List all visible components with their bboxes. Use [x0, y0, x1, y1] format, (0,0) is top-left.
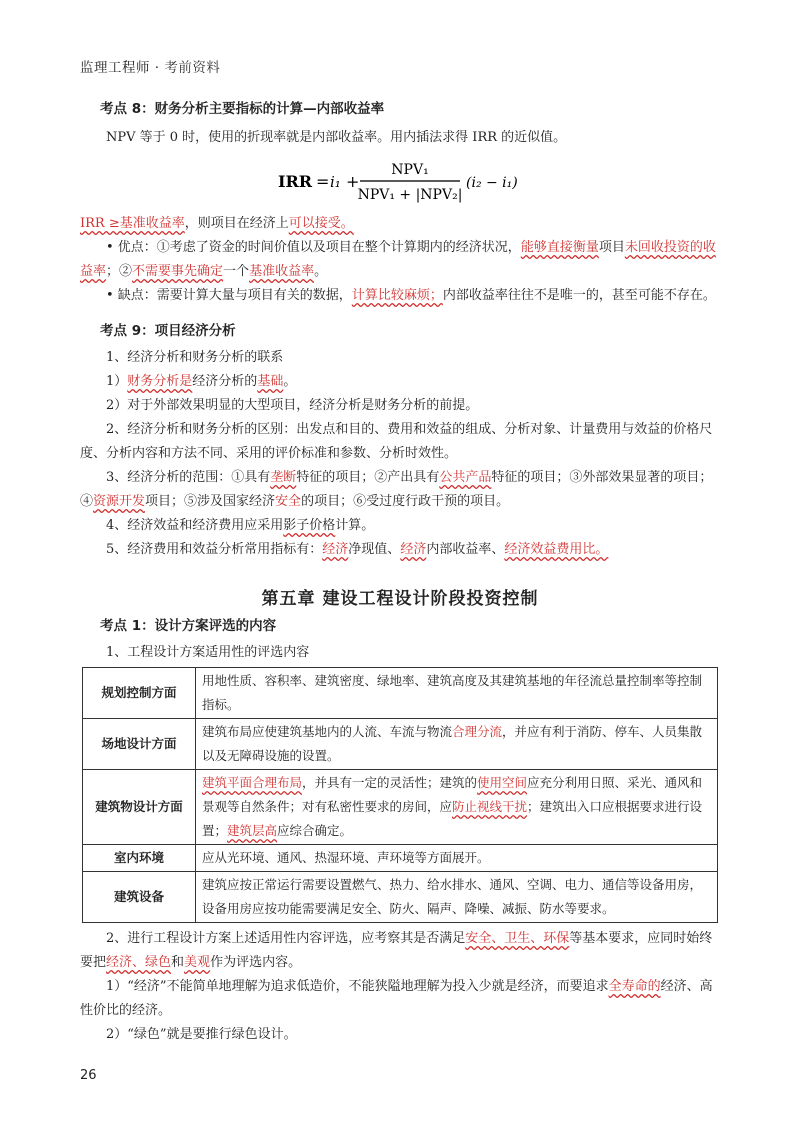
row3-height: 建筑层高 [227, 823, 278, 838]
sec9-l5-security: 安全 [275, 494, 302, 509]
sec1-l2-a: 2、进行工程设计方案上述适用性内容评选，应考察其是否满足 [106, 931, 466, 946]
table-cell-category: 规划控制方面 [83, 668, 196, 719]
table-cell-content: 建筑应按正常运行需要设置燃气、热力、给水排水、通风、空调、电力、通信等设备用房，设备用房应按功能需要满足安全、防火、隔声、降噪、减振、防水等要求。 [196, 872, 718, 923]
cons-text-c: 内部收益率往往不是唯一的，甚至可能不存在。 [442, 288, 716, 303]
section-8-pros [80, 236, 720, 284]
sec9-l2-c: 经济分析的 [192, 374, 258, 389]
rule-accept: 可以接受。 [288, 216, 354, 231]
irr-formula [80, 152, 720, 210]
sec9-line-3: 2）对于外部效果明显的大型项目，经济分析是财务分析的前提。 [106, 398, 479, 413]
table-cell-content [196, 770, 718, 845]
rule-irr: IRR ≥基准收益率 [80, 216, 185, 231]
section-8-intro: NPV 等于 0 时，使用的折现率就是内部收益率。用内插法求得 IRR 的近似值。 [106, 130, 567, 145]
sec9-l7-econ1: 经济 [322, 542, 349, 557]
sec9-l5-resource: 资源开发 [93, 494, 146, 509]
section-1-heading: 考点 1：设计方案评选的内容 [100, 618, 277, 634]
row3-d: 应充分利用日照、采光、通风和景观等自然条件；对有私密性要求的房间，应 [202, 775, 703, 814]
sec1-l2-econ-green: 经济、绿色 [106, 955, 172, 970]
page-body [80, 98, 720, 1047]
formula-tail: (i₂ − i₁) [466, 175, 518, 191]
sec9-l5-g: 项目；⑤涉及国家经济 [145, 494, 276, 509]
pros-text-c: 项目 [598, 240, 625, 255]
page-number: 26 [80, 1068, 97, 1083]
table-cell-content: 应从光环境、通风、热湿环境、声环境等方面展开。 [196, 845, 718, 872]
section-9-heading: 考点 9：项目经济分析 [100, 323, 236, 339]
table-row [83, 719, 718, 770]
sec1-l3-a: 1）“经济”不能简单地理解为追求低造价，不能狭隘地理解为投入少就是经济，而要追求 [106, 979, 609, 994]
row3-b: ，并具有一定的灵活性；建筑的 [302, 775, 478, 790]
section-8-rule [80, 212, 720, 236]
pros-unrecovered: 未回收投资的收益率 [80, 240, 716, 279]
row3-layout: 建筑平面合理布局 [202, 775, 303, 790]
sec9-line-7 [80, 538, 720, 562]
sec1-line-2 [80, 927, 720, 975]
table-cell-content [196, 719, 718, 770]
suitability-table [82, 667, 718, 923]
sec9-line-2 [80, 370, 720, 394]
sec9-l5-c: 特征的项目；②产出具有 [296, 470, 440, 485]
sec1-l2-c: 等基本要求，应同时始终要把 [80, 931, 713, 970]
sec1-line-4: 2）“绿色”就是要推行绿色设计。 [106, 1027, 297, 1042]
sec9-line-1: 1、经济分析和财务分析的联系 [106, 350, 284, 365]
header-dot: · [154, 60, 160, 76]
sec9-l5-i: 的项目；⑥受过度行政干预的项目。 [301, 494, 510, 509]
rule-mid: ，则项目在经济上 [184, 216, 289, 231]
sec1-line-1: 1、工程设计方案适用性的评选内容 [106, 645, 310, 660]
sec9-l7-econ2: 经济 [400, 542, 427, 557]
chapter-title: 第五章 建设工程设计阶段投资控制 [261, 589, 539, 609]
sec9-l7-e: 内部收益率、 [426, 542, 505, 557]
table-row [83, 770, 718, 845]
pros-text-e: ；② [106, 264, 133, 279]
formula-plus: + [346, 172, 360, 191]
irr-formula-svg [270, 152, 530, 210]
sec9-l5-public: 公共产品 [439, 470, 492, 485]
cons-troublesome: 计算比较麻烦； [351, 288, 443, 303]
sec9-line-4: 2、经济分析和财务分析的区别：出发点和目的、费用和效益的组成、分析对象、计量费用与效益的价格尺度、分析内容和方法不同、采用的评价标准和参数、分析时效性。 [80, 422, 713, 461]
sec9-l2-a: 1） [106, 374, 128, 389]
pros-text-i: 。 [314, 264, 328, 279]
row3-h: 应综合确定。 [277, 823, 353, 838]
pros-benchmark: 基准收益率 [249, 264, 315, 279]
header-subtitle: 考前资料 [164, 60, 221, 76]
table-cell-content: 用地性质、容积率、建筑密度、绿地率、建筑高度及其建筑基地的年径流总量控制率等控制指标。 [196, 668, 718, 719]
sec9-l2-basis: 基础 [257, 374, 284, 389]
sec9-l6-a: 4、经济效益和经济费用应采用 [106, 518, 284, 533]
sec1-l2-g: 作为评选内容。 [210, 955, 302, 970]
section-8-heading: 考点 8：财务分析主要指标的计算—内部收益率 [100, 101, 385, 117]
table-cell-category: 建筑物设计方面 [83, 770, 196, 845]
pros-text-a: • 优点：①考虑了资金的时间价值以及项目在整个计算期内的经济状况， [106, 240, 521, 255]
sec1-l2-safety: 安全、卫生、环保 [465, 931, 570, 946]
sec9-l6-c: 计算。 [335, 518, 375, 533]
pros-direct: 能够直接衡量 [520, 240, 599, 255]
sec9-line-5 [80, 466, 720, 514]
table-row [83, 668, 718, 719]
section-8-cons [80, 284, 720, 308]
table-row [83, 872, 718, 923]
sec9-line-6 [80, 514, 720, 538]
table-row [83, 845, 718, 872]
cons-text-a: • 缺点：需要计算大量与项目有关的数据， [106, 288, 352, 303]
formula-equals: = [316, 172, 330, 191]
pros-no-need: 不需要事先确定 [132, 264, 224, 279]
table-cell-category: 场地设计方面 [83, 719, 196, 770]
row2-a: 建筑布局应使建筑基地内的人流、车流与物流 [202, 724, 453, 739]
sec1-line-3 [80, 975, 720, 1023]
sec1-l3-lifecycle: 全寿命的 [608, 979, 661, 994]
sec1-l3-c: 经济、高性价比的经济。 [80, 979, 713, 1018]
row3-f: ；建筑出入口应根据要求进行设置； [202, 799, 703, 838]
row3-space: 使用空间 [477, 775, 528, 790]
table-cell-category: 建筑设备 [83, 872, 196, 923]
sec9-l6-shadow-price: 影子价格 [283, 518, 336, 533]
sec1-l2-beauty: 美观 [184, 955, 211, 970]
row2-diversion: 合理分流 [452, 724, 503, 739]
formula-denominator: NPV₁ + |NPV₂| [357, 187, 463, 203]
sec9-l2-financial: 财务分析是 [127, 374, 193, 389]
formula-i1: i₁ [330, 173, 341, 191]
sec9-l5-a: 3、经济分析的范围：①具有 [106, 470, 271, 485]
formula-lhs: IRR [278, 172, 313, 191]
sec9-l5-e: 特征的项目；③外部效果显著的项目；④ [80, 470, 713, 509]
formula-numerator: NPV₁ [391, 162, 429, 178]
row3-sight: 防止视线干扰 [452, 799, 528, 814]
sec9-l5-monopoly: 垄断 [270, 470, 297, 485]
running-header [80, 56, 220, 76]
pros-text-g: 一个 [223, 264, 250, 279]
sec1-l2-e: 和 [171, 955, 185, 970]
table-cell-category: 室内环境 [83, 845, 196, 872]
sec9-l7-a: 5、经济费用和效益分析常用指标有： [106, 542, 323, 557]
sec9-l7-ratio: 经济效益费用比。 [504, 542, 609, 557]
row2-c: ，并应有利于消防、停车、人员集散以及无障碍设施的设置。 [202, 724, 703, 763]
header-title: 监理工程师 [80, 60, 150, 76]
sec9-l7-c: 净现值、 [348, 542, 401, 557]
sec9-l2-e: 。 [283, 374, 297, 389]
